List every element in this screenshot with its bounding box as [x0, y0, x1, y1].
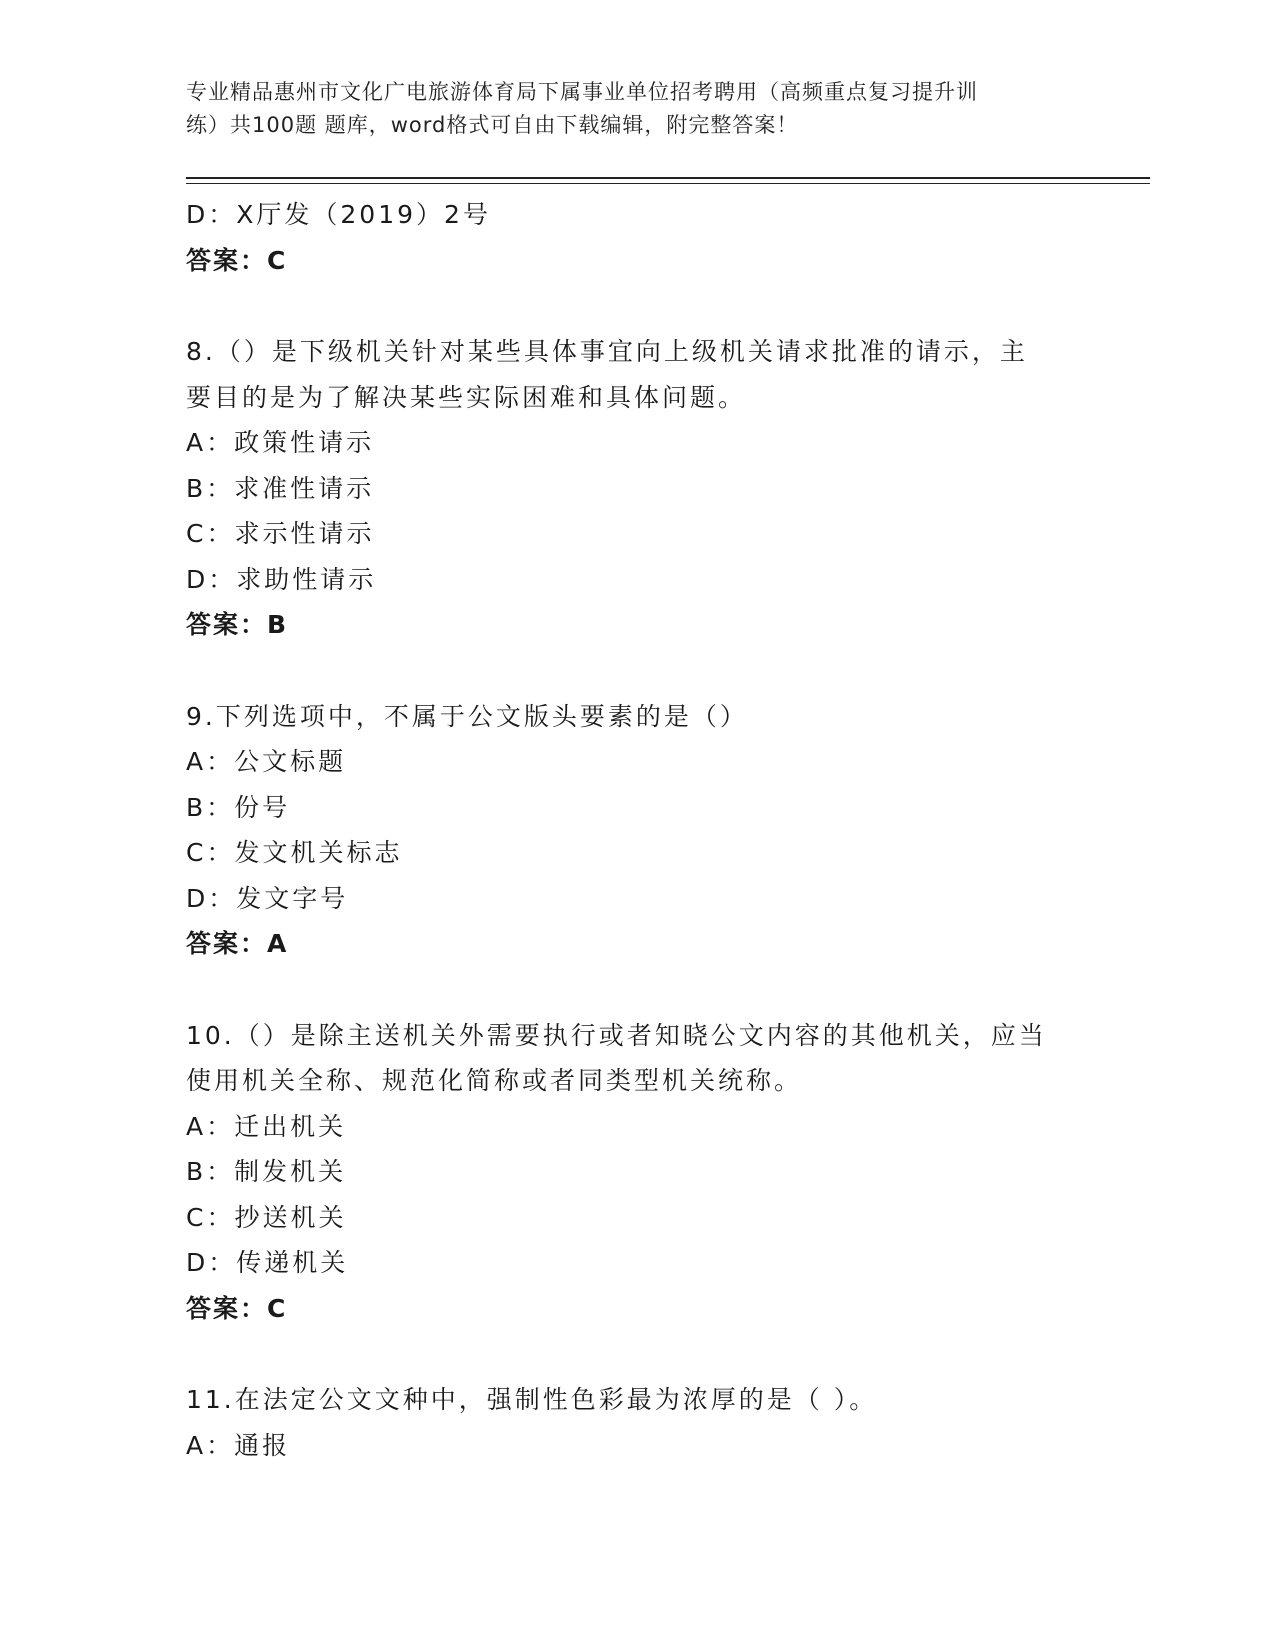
option-d: D：求助性请示	[186, 564, 377, 594]
answer-label: 答案：C	[186, 245, 288, 275]
option-d: D：传递机关	[186, 1248, 349, 1277]
option-d: D：发文字号	[186, 883, 349, 913]
option-d: D：X厅发（2019）2号	[186, 200, 491, 229]
question-stem-continued: 使用机关全称、规范化简称或者同类型机关统称。	[186, 1066, 803, 1095]
answer-label: 答案：C	[186, 1293, 288, 1323]
question-stem: 9.下列选项中，不属于公文版头要素的是（）	[186, 701, 748, 731]
spacer	[186, 967, 1086, 1013]
option-b: B：求准性请示	[186, 473, 375, 503]
spacer	[186, 1331, 1086, 1377]
header-title-line-2: 练）共100题 题库，word格式可自由下载编辑，附完整答案！	[186, 113, 799, 137]
option-c: C：发文机关标志	[186, 838, 403, 867]
option-a: A：公文标题	[186, 747, 347, 776]
spacer	[186, 648, 1086, 694]
question-block-9	[186, 694, 1086, 967]
spacer	[186, 283, 1086, 329]
document-header	[186, 76, 1086, 142]
question-block-8	[186, 329, 1086, 648]
question-stem: 11.在法定公文文种中，强制性色彩最为浓厚的是（ ）。	[186, 1385, 878, 1414]
option-a: A：通报	[186, 1430, 291, 1460]
question-block-previous	[186, 192, 1086, 283]
answer-label: 答案：B	[186, 610, 289, 639]
question-block-10	[186, 1013, 1086, 1332]
question-block-11	[186, 1377, 1086, 1468]
answer-label: 答案：A	[186, 929, 289, 958]
option-c: C：抄送机关	[186, 1202, 347, 1232]
question-list	[186, 192, 1086, 1468]
header-divider-thick	[186, 177, 1150, 179]
option-a: A：政策性请示	[186, 428, 375, 457]
question-stem: 8.（）是下级机关针对某些具体事宜向上级机关请求批准的请示，主	[186, 337, 1028, 366]
question-stem: 10.（）是除主送机关外需要执行或者知晓公文内容的其他机关，应当	[186, 1020, 1047, 1050]
header-divider-thin	[186, 183, 1150, 184]
option-b: B：制发机关	[186, 1157, 347, 1186]
option-a: A：迁出机关	[186, 1111, 347, 1141]
header-title-line-1: 专业精品惠州市文化广电旅游体育局下属事业单位招考聘用（高频重点复习提升训	[186, 80, 978, 104]
question-stem-continued: 要目的是为了解决某些实际困难和具体问题。	[186, 382, 747, 412]
option-b: B：份号	[186, 792, 291, 822]
option-c: C：求示性请示	[186, 519, 375, 548]
